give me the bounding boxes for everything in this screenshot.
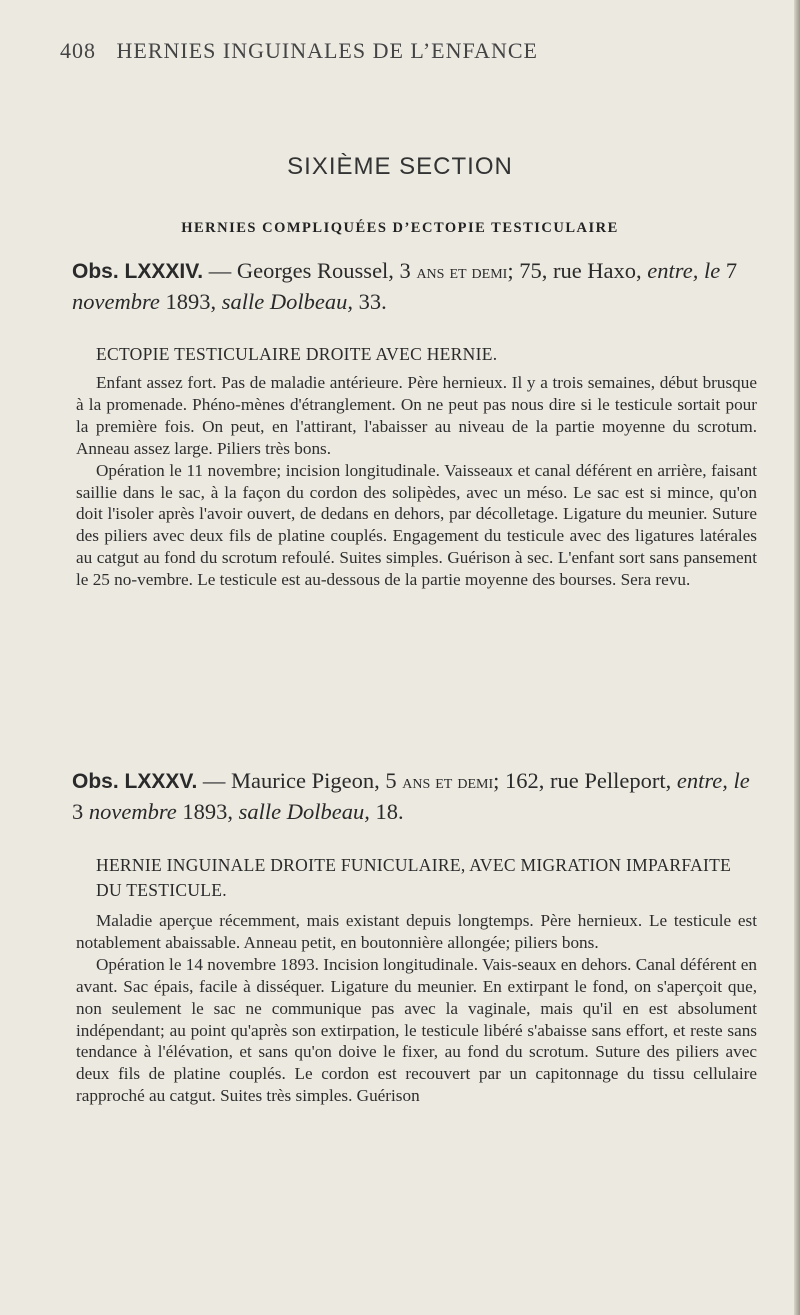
admission-month: novembre: [72, 289, 160, 314]
admission-day: 7: [720, 258, 738, 283]
admission-month: novembre: [88, 799, 177, 824]
patient-age: ans et demi: [402, 771, 494, 793]
observation-1-body: [76, 372, 757, 591]
patient-name: Georges Roussel, 3: [236, 258, 411, 283]
observation-number: Obs. LXXXIV.: [72, 260, 204, 283]
paragraph: Opération le 14 novembre 1893. Incision longitudinale. Vais-seaux en dehors. Canal déférent en avant. Sac épais, facile à disséquer. Ligature du meunier. En extirpant le fond, on s'aperçoit que, non seulement le sac ne communique pas avec la vaginale, mais qu'il en est absolument indépendant; au point qu'après son extirpation, le testicule libéré s'abaisse sans effort, et reste sans tendance à l'élévation, et sans qu'on doive le fixer, au fond du scrotum. Suture des piliers avec deux fils de platine couplés. Le cordon est recouvert par un capitonnage du tissu cellulaire rapproché au catgut. Suites très simples. Guérison: [76, 954, 757, 1106]
admission-day: 3: [72, 799, 89, 824]
paragraph: Opération le 11 novembre; incision longitudinale. Vaisseaux et canal déférent en arrière, faisant saillie dans le sac, à la façon du cordon des solipèdes, avec un méso. Le sac est si mince, qu'on doit l'isoler après l'avoir ouvert, de dedans en dehors, par décolletage. Ligature du meunier. Suture des piliers avec deux fils de platine couplés. Engagement du testicule avec des ligatures latérales au catgut au fond du scrotum refoulé. Suites simples. Guérison à sec. L'enfant sort sans pansement le 25 no-vembre. Le testicule est au-dessous de la partie moyenne des bourses. Sera revu.: [76, 460, 757, 590]
patient-age: ans et demi: [416, 261, 508, 283]
admission-year: 1893,: [159, 289, 222, 314]
page-edge: [794, 0, 800, 1315]
ward: salle Dolbeau,: [221, 289, 353, 314]
dash: —: [203, 258, 237, 283]
admission-label: entre, le: [647, 258, 721, 283]
section-title: SIXIÈME SECTION: [287, 153, 513, 180]
running-title: HERNIES INGUINALES DE L’ENFANCE: [116, 38, 538, 63]
observation-1-heading: ECTOPIE TESTICULAIRE DROITE AVEC HERNIE.: [96, 344, 498, 364]
dash: —: [197, 768, 232, 793]
observation-number: Obs. LXXXV.: [72, 770, 198, 793]
paragraph: Maladie aperçue récemment, mais existant depuis longtemps. Père hernieux. Le testicule est notablement abaissable. Anneau petit, en boutonnière allongée; piliers bons.: [76, 911, 757, 952]
observation-2-header: [72, 766, 752, 826]
page-number: 408: [60, 38, 96, 63]
observation-2-heading: HERNIE INGUINALE DROITE FUNICULAIRE, AVEC MIGRATION IMPARFAITE DU TESTICULE.: [96, 855, 732, 900]
address: ; 162, rue Pelleport,: [493, 768, 677, 793]
running-head: [60, 38, 538, 64]
address: ; 75, rue Haxo,: [507, 258, 648, 283]
observation-1-header: [72, 256, 752, 316]
observation-2-body: [76, 910, 757, 1107]
admission-year: 1893,: [176, 799, 239, 824]
bed-number: 18.: [369, 799, 404, 824]
admission-label: entre, le: [676, 768, 750, 793]
ward: salle Dolbeau,: [238, 799, 370, 824]
section-subtitle: HERNIES COMPLIQUÉES D’ECTOPIE TESTICULAIRE: [181, 220, 619, 236]
bed-number: 33.: [353, 289, 387, 314]
patient-name: Maurice Pigeon, 5: [231, 768, 397, 793]
paragraph: Enfant assez fort. Pas de maladie antérieure. Père hernieux. Il y a trois semaines, début brusque à la promenade. Phéno-mènes d'étranglement. On ne peut pas nous dire si le testicule sortait pour la première fois. On peut, en l'attirant, l'abaisser au niveau de la partie moyenne du scrotum. Anneau assez large. Piliers très bons.: [76, 373, 757, 458]
